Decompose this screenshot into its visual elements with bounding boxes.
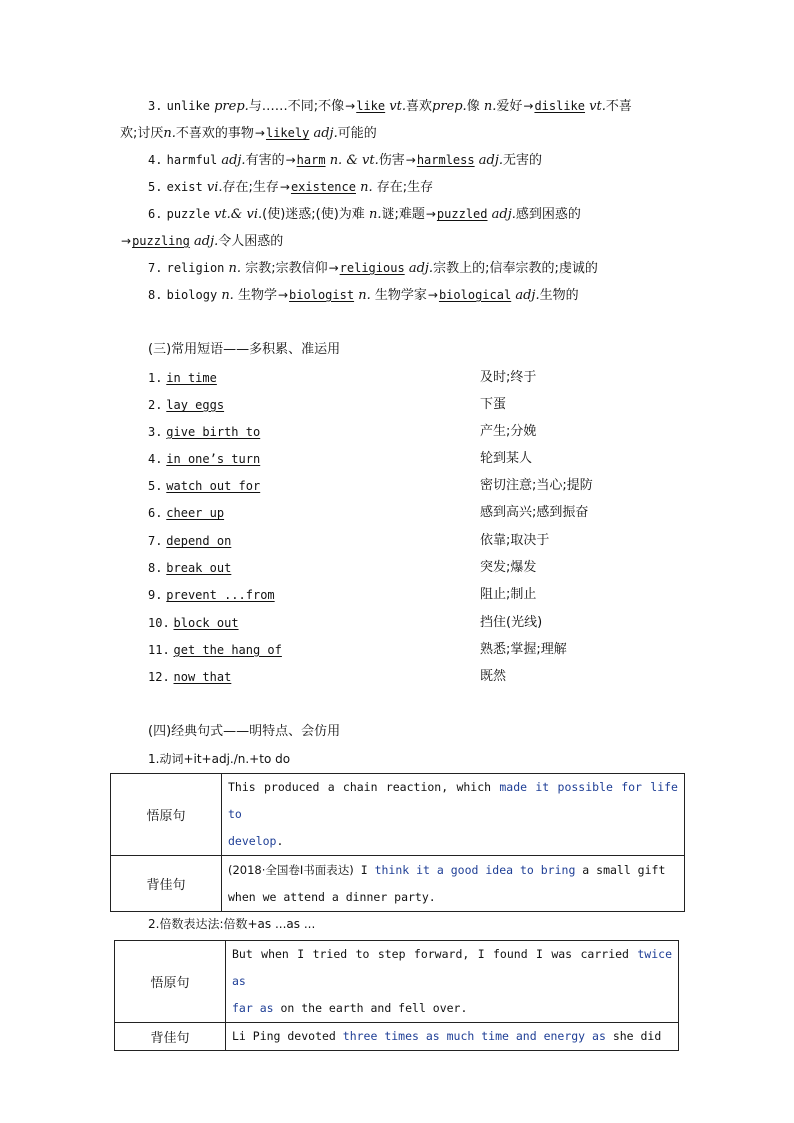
vocab-item-3-wrap — [120, 123, 690, 144]
vocab-item-3 — [120, 96, 718, 117]
phrase-chinese: 既然 — [480, 669, 507, 684]
vocab-derivative: likely — [265, 126, 310, 140]
vocab-pos: n. — [368, 207, 382, 222]
arrow-icon: → — [405, 153, 416, 167]
phrase-english: block out — [173, 616, 239, 630]
phrase-chinese: 阻止;制止 — [480, 587, 537, 602]
table-row — [115, 1023, 679, 1051]
vocab-item-5 — [120, 177, 718, 198]
arrow-icon: → — [345, 99, 356, 113]
vocab-pos: adj. — [313, 126, 338, 141]
example-sentence: This produced a chain reaction, which made it possible for life to develop. — [222, 774, 685, 856]
vocab-meaning: 无害的 — [503, 153, 543, 168]
vocab-derivative: biologist — [289, 288, 355, 302]
source-note: (2018·全国卷Ⅰ书面表达) — [228, 862, 354, 877]
phrase-chinese: 感到高兴;感到振奋 — [480, 505, 589, 520]
vocab-pos: vt. — [589, 99, 606, 114]
vocab-meaning: 宗教上的;信奉宗教的;虔诚的 — [433, 261, 598, 276]
vocab-meaning: 欢;讨厌 — [120, 126, 164, 141]
vocab-pos: adj. — [221, 153, 246, 168]
vocab-pos: n. — [483, 99, 497, 114]
vocab-derivative: harm — [296, 153, 326, 167]
phrase-row — [148, 585, 668, 605]
phrase-row — [148, 476, 668, 496]
arrow-icon: → — [425, 207, 436, 221]
phrase-number: 1. — [148, 371, 163, 385]
vocab-item-4 — [120, 150, 718, 171]
phrases-heading: (三)常用短语——多积累、准运用 — [148, 342, 341, 357]
phrase-number: 5. — [148, 479, 163, 493]
vocab-meaning: 不喜 — [605, 99, 632, 114]
vocab-word: unlike — [166, 99, 210, 113]
row-label: 悟原句 — [111, 774, 222, 856]
arrow-icon: → — [279, 180, 290, 194]
vocab-pos: n. — [228, 261, 242, 276]
highlight-phrase: made it possible for life to — [228, 780, 678, 821]
example-sentence: Li Ping devoted three times as much time and energy as she did — [226, 1023, 679, 1051]
vocab-pos: n. — [360, 180, 373, 195]
phrase-english: now that — [173, 670, 232, 684]
vocab-item-6-wrap — [120, 231, 690, 252]
row-label: 背佳句 — [111, 856, 222, 912]
vocab-number: 7. — [148, 261, 163, 275]
vocab-meaning: 伤害 — [378, 153, 405, 168]
vocab-number: 8. — [148, 288, 163, 302]
arrow-icon: → — [427, 288, 438, 302]
phrase-number: 6. — [148, 506, 163, 520]
phrase-english: get the hang of — [173, 643, 282, 657]
vocab-derivative: dislike — [534, 99, 586, 113]
vocab-meaning: 与……不同;不像 — [248, 99, 345, 114]
vocab-pos: vi. — [206, 180, 223, 195]
vocab-item-6 — [120, 204, 718, 225]
phrase-english: depend on — [166, 534, 232, 548]
phrase-row — [148, 558, 668, 578]
phrase-chinese: 密切注意;当心;提防 — [480, 478, 593, 493]
vocab-pos: adj. — [194, 234, 219, 249]
vocab-derivative: existence — [290, 180, 356, 194]
highlight-phrase: develop — [228, 834, 277, 848]
vocab-number: 5. — [148, 180, 163, 194]
arrow-icon: → — [523, 99, 534, 113]
vocab-meaning: 谜;难题 — [381, 207, 425, 222]
vocab-word: exist — [166, 180, 203, 194]
highlight-phrase: far as — [232, 1001, 274, 1015]
phrase-english: watch out for — [166, 479, 261, 493]
phrase-english: in time — [166, 371, 217, 385]
phrase-chinese: 熟悉;掌握;理解 — [480, 642, 567, 657]
pattern-1-title: 1.动词+it+adj./n.+to do — [148, 752, 291, 766]
phrase-number: 9. — [148, 588, 163, 602]
phrase-english: lay eggs — [166, 398, 225, 412]
vocab-pos: n. & vt. — [329, 153, 379, 168]
vocab-derivative: puzzled — [436, 207, 488, 221]
pattern-2-title: 2.倍数表达法:倍数+as ...as ... — [148, 917, 316, 931]
phrase-row — [148, 613, 668, 633]
phrase-english: in one’s turn — [166, 452, 261, 466]
vocab-meaning: 存在;生存 — [376, 180, 434, 195]
pattern-1-table — [110, 773, 685, 912]
vocab-pos: prep. — [214, 99, 249, 114]
table-row — [111, 856, 685, 912]
example-sentence: (2018·全国卷Ⅰ书面表达) I think it a good idea to bring a small gift when we attend a dinner party. — [222, 856, 685, 912]
vocab-number: 3. — [148, 99, 163, 113]
vocab-derivative: harmless — [416, 153, 475, 167]
phrase-number: 2. — [148, 398, 163, 412]
row-label: 背佳句 — [115, 1023, 226, 1051]
phrase-number: 7. — [148, 534, 163, 548]
vocab-meaning: 可能的 — [337, 126, 377, 141]
vocab-item-7 — [120, 258, 718, 279]
vocab-pos: vt. — [389, 99, 406, 114]
vocab-pos: n. — [163, 126, 176, 141]
highlight-phrase: think it a good idea to bring — [374, 862, 576, 877]
vocab-meaning: 爱好 — [496, 99, 523, 114]
vocab-pos: adj. — [491, 207, 516, 222]
phrase-row — [148, 449, 668, 469]
arrow-icon: → — [254, 126, 265, 140]
phrase-number: 4. — [148, 452, 163, 466]
highlight-phrase: three times as much time and energy as — [342, 1029, 606, 1043]
phrase-english: give birth to — [166, 425, 261, 439]
phrase-english: cheer up — [166, 506, 225, 520]
phrase-chinese: 依靠;取决于 — [480, 533, 550, 548]
phrase-number: 10. — [148, 616, 170, 630]
vocab-meaning: 生物的 — [539, 288, 579, 303]
vocab-meaning: 喜欢 — [405, 99, 432, 114]
phrase-chinese: 突发;爆发 — [480, 560, 537, 575]
phrase-chinese: 及时;终于 — [480, 370, 537, 385]
phrase-number: 3. — [148, 425, 163, 439]
arrow-icon: → — [121, 234, 132, 248]
vocab-meaning: 令人困惑的 — [218, 234, 284, 249]
phrase-english: prevent ...from — [166, 588, 275, 602]
vocab-meaning: (使)迷惑;(使)为难 — [262, 207, 365, 222]
vocab-word: biology — [166, 288, 218, 302]
phrase-chinese: 产生;分娩 — [480, 424, 537, 439]
pattern-2-table — [114, 940, 679, 1051]
example-sentence: But when I tried to step forward, I found I was carried twice as far as on the earth and fell over. — [226, 941, 679, 1023]
vocab-derivative: puzzling — [132, 234, 190, 248]
phrase-chinese: 轮到某人 — [480, 451, 533, 466]
vocab-meaning: 感到困惑的 — [515, 207, 581, 222]
table-row — [111, 774, 685, 856]
vocab-meaning: 有害的 — [245, 153, 285, 168]
arrow-icon: → — [328, 261, 339, 275]
vocab-meaning: 宗教;宗教信仰 — [245, 261, 328, 276]
phrase-row — [148, 422, 668, 442]
vocab-derivative: religious — [339, 261, 405, 275]
vocab-word: religion — [166, 261, 225, 275]
vocab-word: harmful — [166, 153, 218, 167]
phrase-chinese: 挡住(光线) — [480, 615, 543, 630]
vocab-item-8 — [120, 285, 718, 306]
phrase-english: break out — [166, 561, 232, 575]
vocab-pos: adj. — [515, 288, 540, 303]
vocab-meaning: 存在;生存 — [222, 180, 279, 195]
phrase-chinese: 下蛋 — [480, 397, 507, 412]
vocab-number: 4. — [148, 153, 163, 167]
phrase-row — [148, 667, 668, 687]
phrase-number: 11. — [148, 643, 170, 657]
vocab-derivative: biological — [438, 288, 512, 302]
vocab-word: puzzle — [166, 207, 210, 221]
arrow-icon: → — [277, 288, 289, 302]
vocab-pos: n. — [358, 288, 371, 303]
arrow-icon: → — [285, 153, 296, 167]
vocab-meaning: 像 — [466, 99, 480, 114]
vocab-pos: vt.& vi. — [214, 207, 263, 222]
vocab-meaning: 生物学家 — [374, 288, 427, 303]
sentences-heading: (四)经典句式——明特点、会仿用 — [148, 724, 341, 739]
row-label: 悟原句 — [115, 941, 226, 1023]
highlight-phrase: twice as — [232, 947, 672, 988]
vocab-pos: adj. — [478, 153, 503, 168]
vocab-meaning: 生物学 — [237, 288, 277, 303]
vocab-pos: n. — [221, 288, 234, 303]
vocab-pos: adj. — [408, 261, 434, 276]
phrase-row — [148, 503, 668, 523]
vocab-derivative: like — [356, 99, 386, 113]
phrase-row — [148, 368, 668, 388]
phrase-number: 8. — [148, 561, 163, 575]
table-row — [115, 941, 679, 1023]
vocab-pos: prep. — [432, 99, 467, 114]
phrase-row — [148, 531, 668, 551]
phrase-row — [148, 640, 668, 660]
phrase-row — [148, 395, 668, 415]
phrase-number: 12. — [148, 670, 170, 684]
vocab-number: 6. — [148, 207, 163, 221]
vocab-meaning: 不喜欢的事物 — [175, 126, 254, 141]
